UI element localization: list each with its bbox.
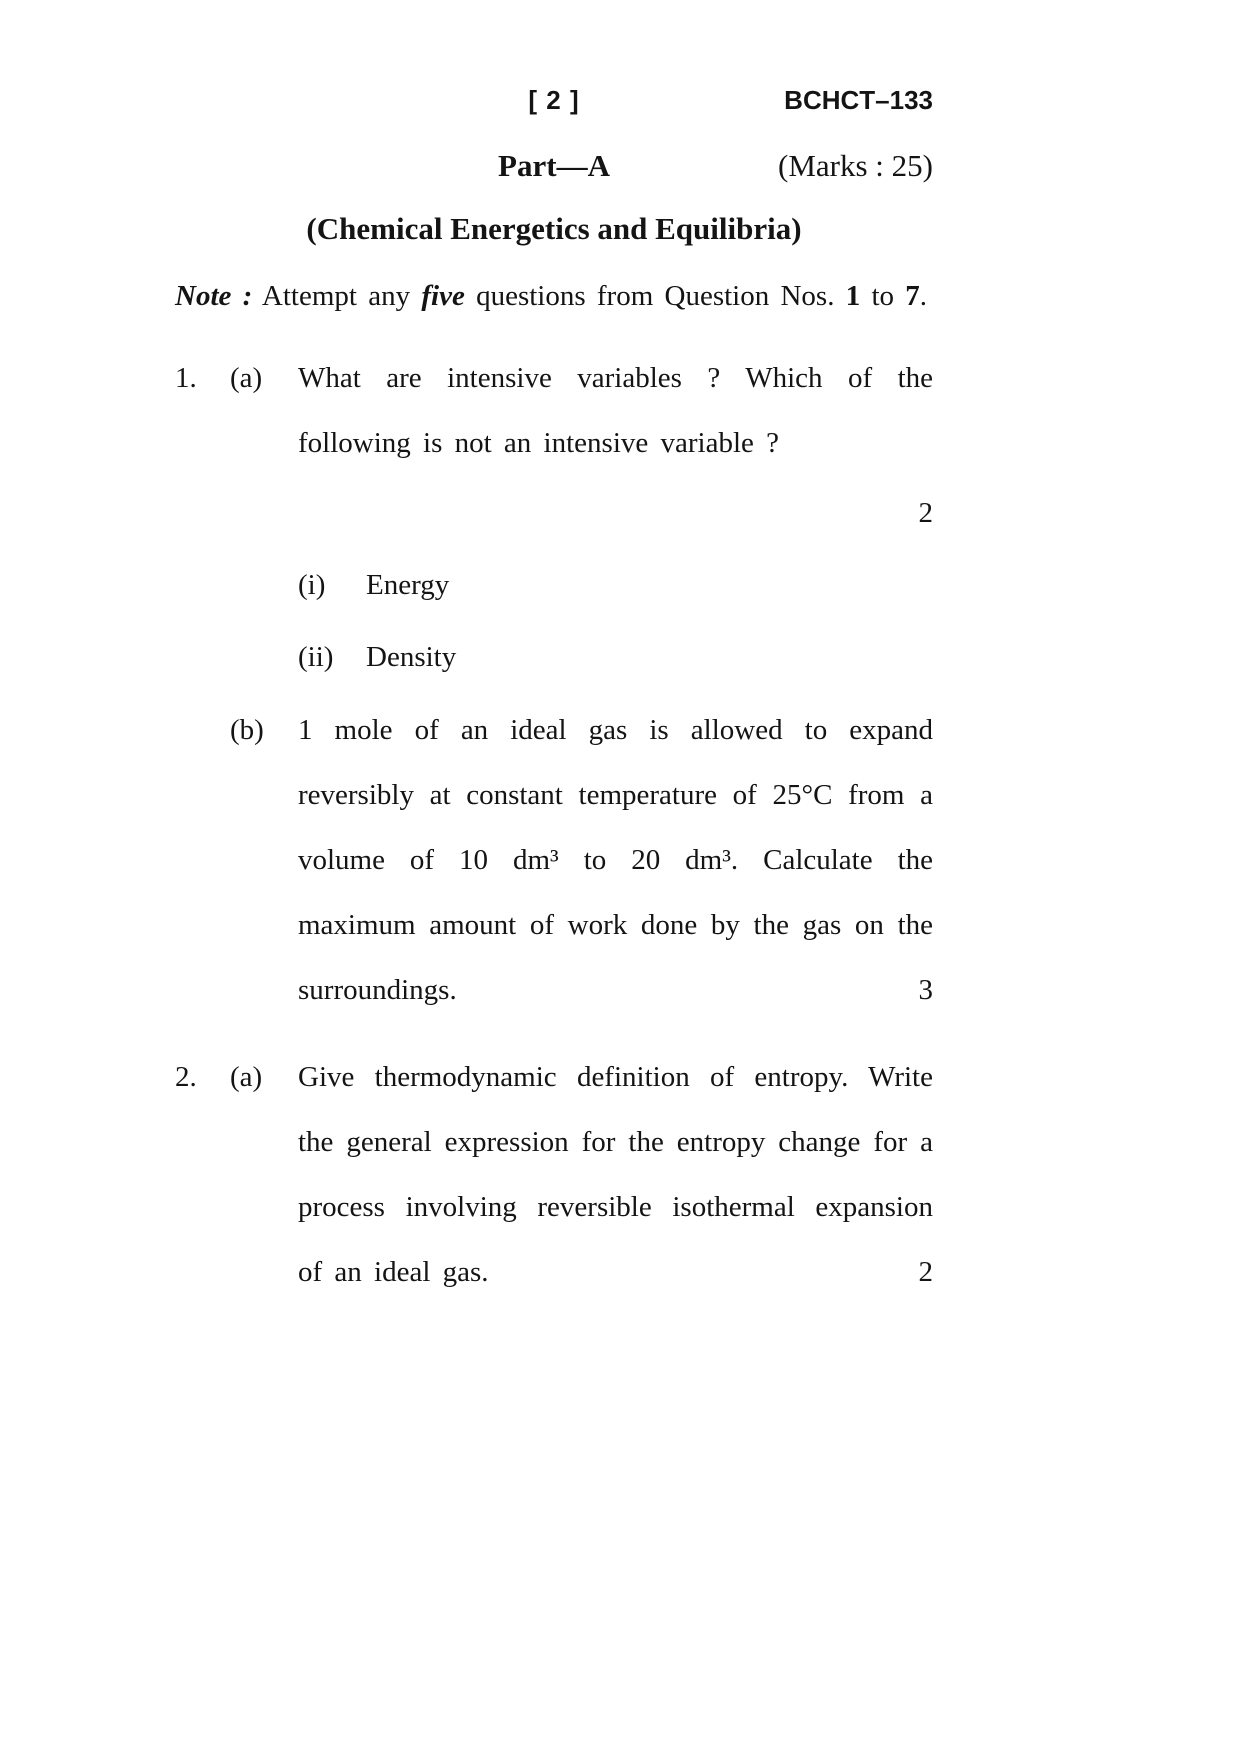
note-label: Note : [175, 280, 253, 312]
question-text: 1 mole of an ideal gas is allowed to expand reversibly at constant temperature of 25°C from a volume of 10 dm³ to 20 dm³. Calculate the maximum amount of work done by the gas on the surroundings. [298, 714, 933, 1006]
question-2 [175, 1045, 933, 1305]
part-label: (a) [230, 1061, 263, 1093]
question-1 [175, 346, 933, 1023]
part-line [175, 146, 933, 186]
question-1-part-a [230, 346, 933, 690]
marks-value: 2 [918, 1256, 933, 1288]
marks-value: 3 [918, 974, 933, 1006]
note-paragraph [175, 265, 933, 328]
part-content [298, 698, 933, 1023]
page-number: [ 2 ] [528, 85, 580, 115]
marks-value: 2 [918, 497, 933, 529]
question-body [230, 346, 933, 1023]
option-text: Energy [366, 569, 450, 601]
questions-list [175, 346, 933, 1305]
document-header [175, 84, 933, 116]
page-content [175, 84, 933, 1305]
option-label: (ii) [298, 641, 334, 673]
option-ii [298, 625, 933, 690]
section-subtitle: (Chemical Energetics and Equilibria) [306, 211, 802, 246]
option-label: (i) [298, 569, 326, 601]
note-bold-from: 1 [845, 280, 861, 312]
note-emphasis: five [421, 280, 465, 312]
part-label: (a) [230, 362, 263, 394]
part-label: (b) [230, 714, 264, 746]
option-text: Density [366, 641, 457, 673]
question-2-part-a [230, 1045, 933, 1305]
course-code: BCHCT–133 [784, 85, 933, 115]
question-number: 1. [175, 362, 197, 394]
question-number: 2. [175, 1061, 197, 1093]
question-body [230, 1045, 933, 1305]
note-text: to [860, 280, 906, 312]
part-marks: (Marks : 25) [778, 148, 933, 183]
note-text: questions from Question Nos. [464, 280, 846, 312]
part-title: Part—A [498, 148, 610, 183]
note-text: Attempt any [252, 280, 422, 312]
question-1-part-b [230, 698, 933, 1023]
question-text: What are intensive variables ? Which of the following is not an intensive variable ? [298, 362, 933, 459]
options-list [298, 553, 933, 690]
part-content [298, 346, 933, 690]
note-bold-to: 7 [905, 280, 920, 312]
question-text: Give thermodynamic definition of entropy. Write the general expression for the entropy change for a process involving reversible isothermal expansion of an ideal gas. [298, 1061, 933, 1288]
option-i [298, 553, 933, 618]
note-text: . [919, 280, 928, 312]
part-content [298, 1045, 933, 1305]
